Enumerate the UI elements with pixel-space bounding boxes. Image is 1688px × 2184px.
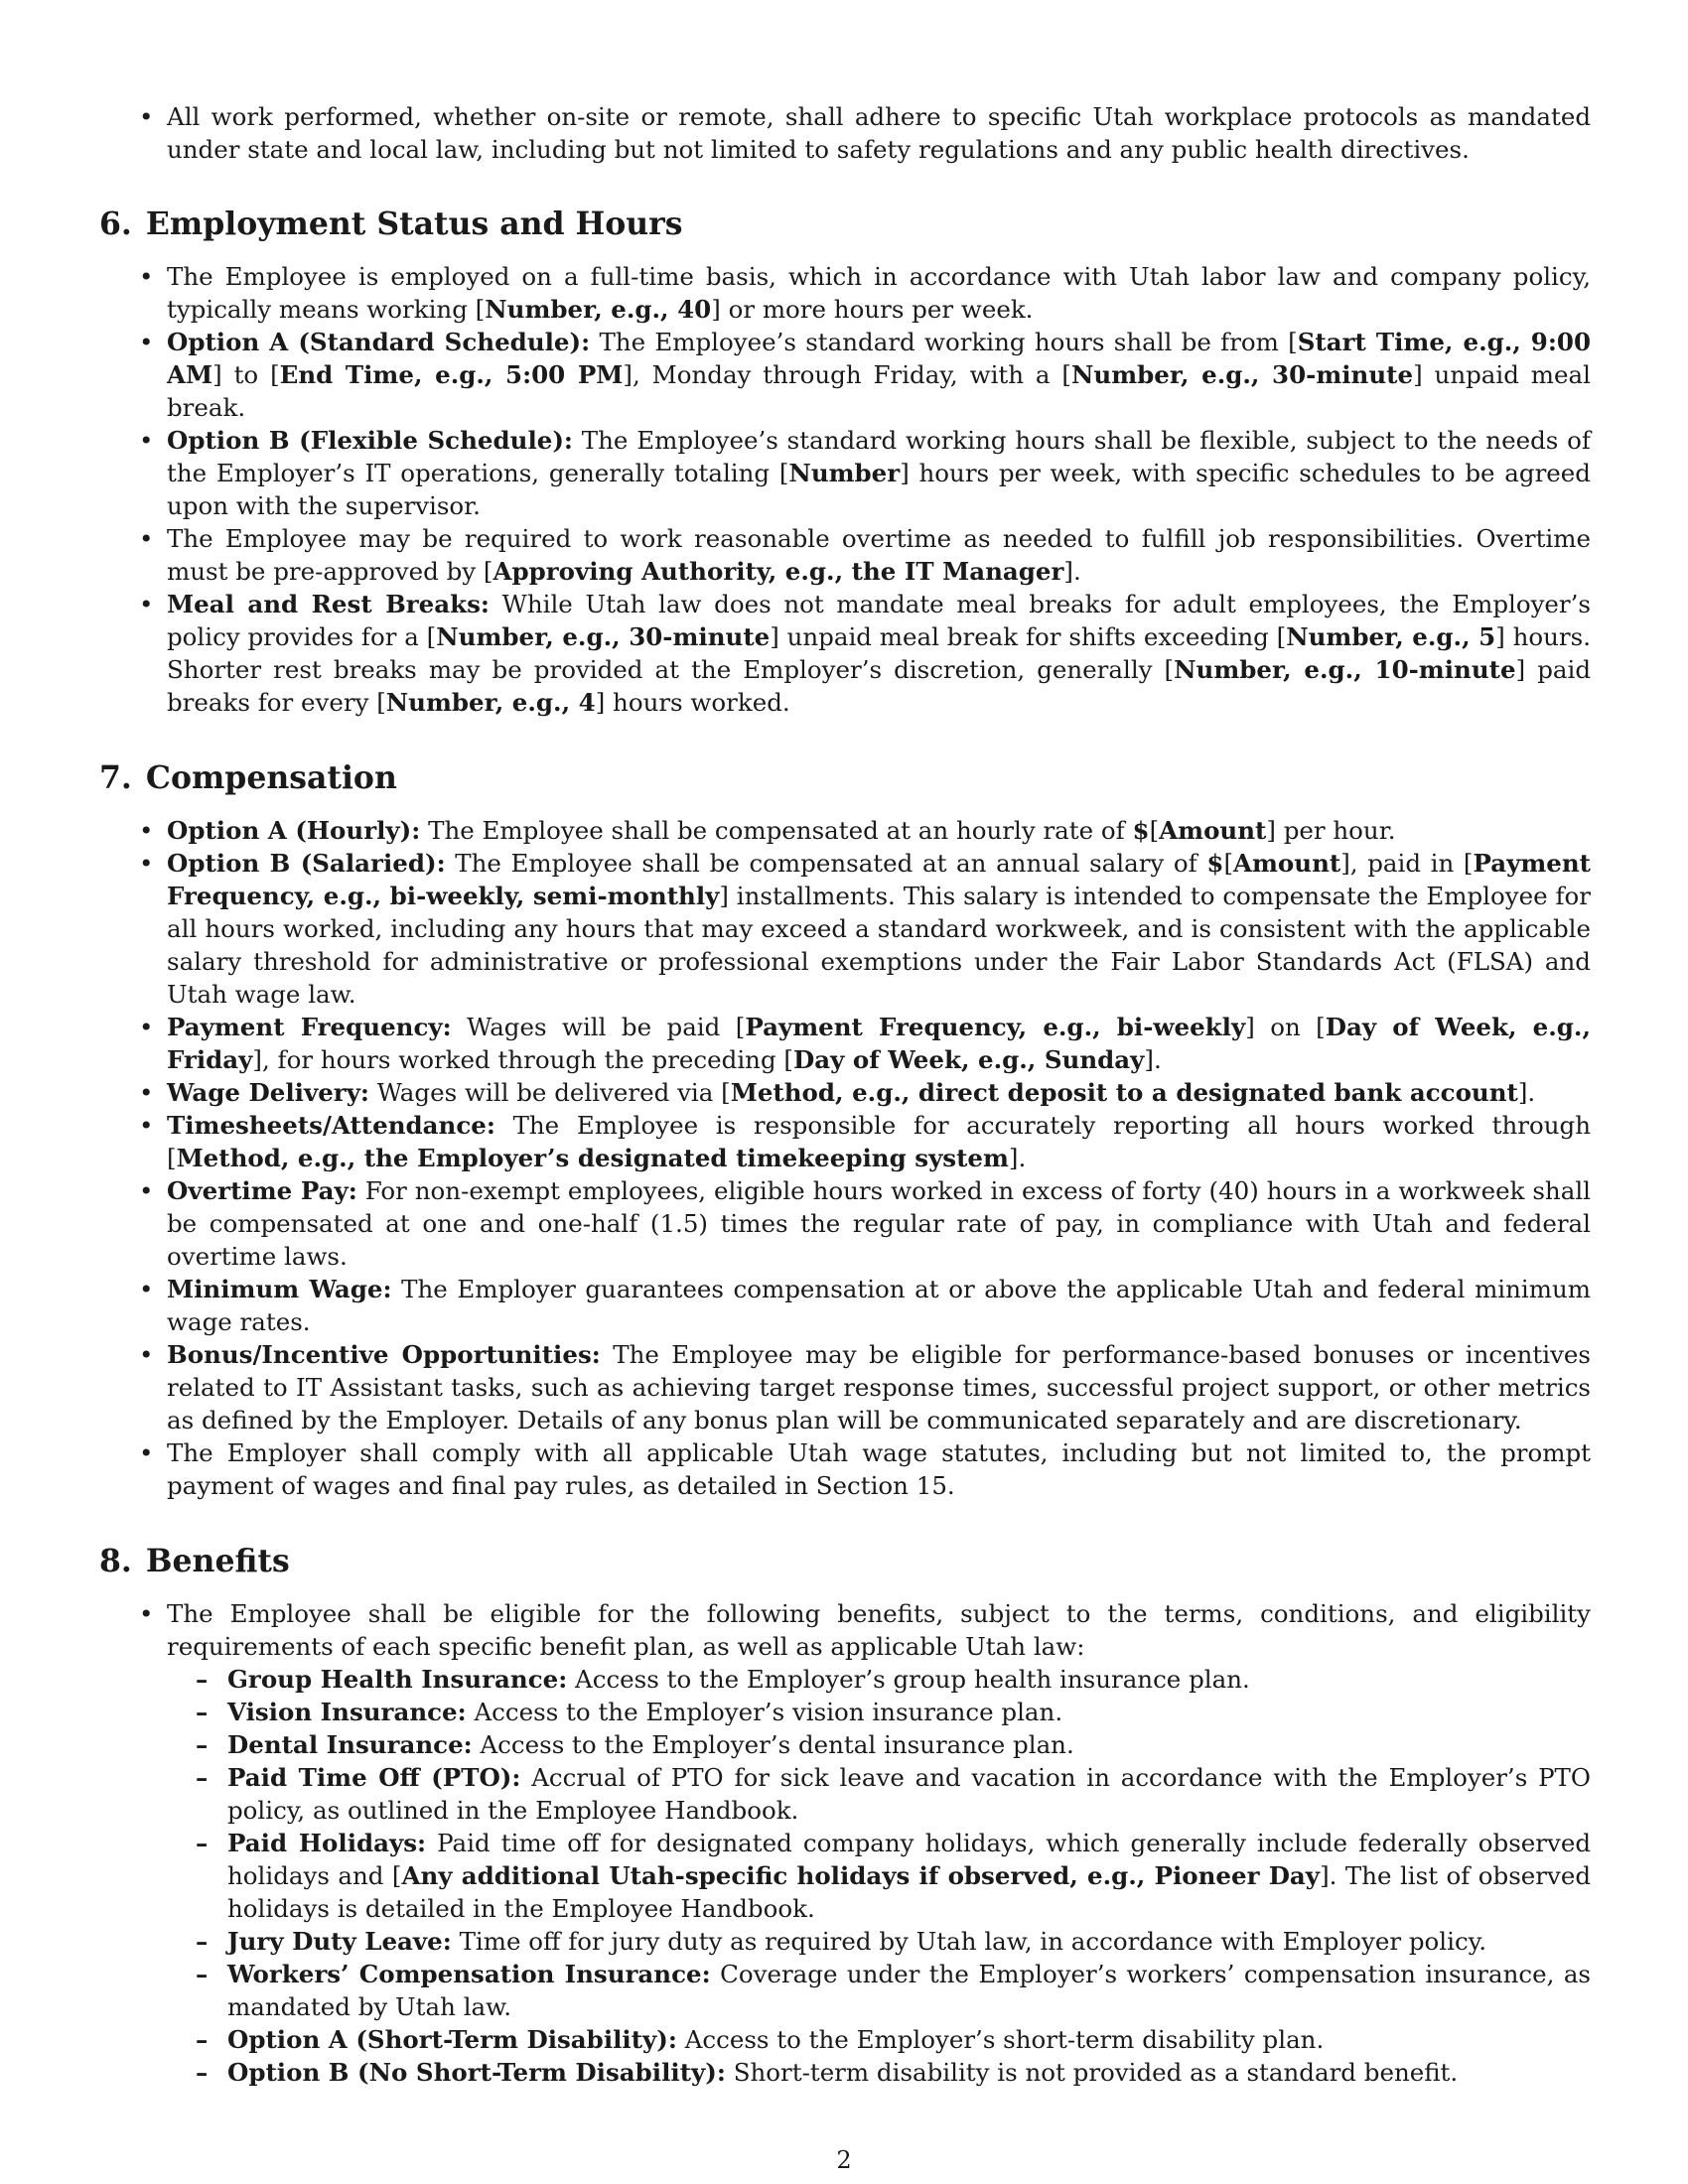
list-item: • Bonus/Incentive Opportunities: The Employee may be eligible for performance-based bonuses or incentives related to IT Assistant tasks, such as achieving target response times, successful project support, or other metrics as defined by the Employer. Details of any bonus plan will be communicated separately and are discretionary. [167, 1338, 1591, 1436]
list-item: • Option A (Hourly): The Employee shall be compensated at an hourly rate of $[Amount] per hour. [167, 814, 1591, 847]
list-item: • Payment Frequency: Wages will be paid [Payment Frequency, e.g., bi-weekly] on [Day of Week, e.g., Friday], for hours worked through the preceding [Day of Week, e.g., Sunday]. [167, 1011, 1591, 1076]
section-7-list [167, 814, 1591, 1502]
list-item: • Option A (Standard Schedule): The Employee’s standard working hours shall be from [Start Time, e.g., 9:00 AM] to [End Time, e.g., 5:00 PM], Monday through Friday, with a [Number, e.g., 30-minute] unpaid meal break. [167, 326, 1591, 424]
list-item: • The Employee may be required to work reasonable overtime as needed to fulfill job responsibilities. Overtime must be pre-approved by [Approving Authority, e.g., the IT Manager]. [167, 522, 1591, 588]
list-item: • Option B (Salaried): The Employee shall be compensated at an annual salary of $[Amount], paid in [Payment Frequency, e.g., bi-weekly, semi-monthly] installments. This salary is intended to compensate the Employee for all hours worked, including any hours that may exceed a standard workweek, and is consistent with the applicable salary threshold for administrative or professional exemptions under the Fair Labor Standards Act (FLSA) and Utah wage law. [167, 847, 1591, 1011]
list-item: • Option B (Flexible Schedule): The Employee’s standard working hours shall be flexible, subject to the needs of the Employer’s IT operations, generally totaling [Number] hours per week, with specific schedules to be agreed upon with the supervisor. [167, 424, 1591, 522]
list-item: • Overtime Pay: For non-exempt employees, eligible hours worked in excess of forty (40) hours in a workweek shall be compensated at one and one-half (1.5) times the regular rate of pay, in compliance with Utah and federal overtime laws. [167, 1174, 1591, 1273]
list-item: – Jury Duty Leave: Time off for jury duty as required by Utah law, in accordance with Employer policy. [227, 1925, 1591, 1958]
page-number: 2 [836, 2146, 852, 2174]
section-6-list [167, 260, 1591, 719]
list-item: – Group Health Insurance: Access to the Employer’s group health insurance plan. [227, 1663, 1591, 1696]
section-title: Compensation [145, 759, 397, 796]
list-item: – Paid Time Off (PTO): Accrual of PTO for sick leave and vacation in accordance with the Employer’s PTO policy, as outlined in the Employee Handbook. [227, 1761, 1591, 1827]
list-item: – Vision Insurance: Access to the Employer’s vision insurance plan. [227, 1696, 1591, 1728]
list-item: • Meal and Rest Breaks: While Utah law does not mandate meal breaks for adult employees, the Employer’s policy provides for a [Number, e.g., 30-minute] unpaid meal break for shifts exceeding [Number, e.g., 5] hours. Shorter rest breaks may be provided at the Employer’s discretion, generally [Number, e.g., 10-minute] paid breaks for every [Number, e.g., 4] hours worked. [167, 588, 1591, 719]
list-item: • The Employee is employed on a full-time basis, which in accordance with Utah labor law and company policy, typically means working [Number, e.g., 40] or more hours per week. [167, 260, 1591, 326]
section-number: 8. [99, 1543, 132, 1579]
list-item: – Option A (Short-Term Disability): Access to the Employer’s short-term disability plan. [227, 2023, 1591, 2056]
list-item: • The Employee shall be eligible for the following benefits, subject to the terms, conditions, and eligibility requirements of each specific benefit plan, as well as applicable Utah law: – Group Health Insurance: Access to the Employer’s group health insurance plan. – Vision Insurance: Access to the Employer’s vision insurance plan. – Dental Insurance: Access to the Employer’s dental insurance plan. – Paid Time Off (PTO): Accrual of PTO for sick leave and vacation in accordance with the Employer’s PTO policy, as outlined in the Employee Handbook. – Paid Holidays: Paid time off for designated company holidays, which generally include federally observed holidays and [Any additional Utah-specific holidays if observed, e.g., Pioneer Day]. The list of observed holidays is detailed in the Employee Handbook. – Jury Duty Leave: Time off for jury duty as required by Utah law, in accordance with Employer policy. – Workers’ Compensation Insurance: Coverage under the Employer’s workers’ compensation insurance, as mandated by Utah law. – Option A (Short-Term Disability): Access to the Employer’s short-term disability plan. – Option B (No Short-Term Disability): Short-term disability is not provided as a standard benefit. [167, 1597, 1591, 2089]
section-heading-8 [99, 1542, 1589, 1581]
list-item: • All work performed, whether on-site or remote, shall adhere to specific Utah workplace protocols as mandated under state and local law, including but not limited to safety regulations and any public health directives. [167, 100, 1591, 166]
list-item: – Option B (No Short-Term Disability): Short-term disability is not provided as a standard benefit. [227, 2056, 1591, 2089]
section-title: Benefits [145, 1543, 290, 1579]
intro-list [167, 100, 1591, 166]
section-number: 6. [99, 205, 132, 242]
section-heading-6 [99, 205, 1589, 244]
list-item: – Paid Holidays: Paid time off for designated company holidays, which generally include federally observed holidays and [Any additional Utah-specific holidays if observed, e.g., Pioneer Day]. The list of observed holidays is detailed in the Employee Handbook. [227, 1827, 1591, 1925]
list-item: • The Employer shall comply with all applicable Utah wage statutes, including but not limited to, the prompt payment of wages and final pay rules, as detailed in Section 15. [167, 1436, 1591, 1502]
benefits-sublist [167, 1663, 1591, 2089]
list-item: • Minimum Wage: The Employer guarantees compensation at or above the applicable Utah and federal minimum wage rates. [167, 1273, 1591, 1338]
section-title: Employment Status and Hours [145, 205, 683, 242]
list-item: • Wage Delivery: Wages will be delivered via [Method, e.g., direct deposit to a designated bank account]. [167, 1076, 1591, 1109]
list-item: – Workers’ Compensation Insurance: Coverage under the Employer’s workers’ compensation insurance, as mandated by Utah law. [227, 1958, 1591, 2023]
section-heading-7 [99, 758, 1589, 798]
section-8-list [167, 1597, 1591, 2089]
list-item: • Timesheets/Attendance: The Employee is responsible for accurately reporting all hours worked through [Method, e.g., the Employer’s designated timekeeping system]. [167, 1109, 1591, 1174]
list-item: – Dental Insurance: Access to the Employer’s dental insurance plan. [227, 1728, 1591, 1761]
section-number: 7. [99, 759, 132, 796]
